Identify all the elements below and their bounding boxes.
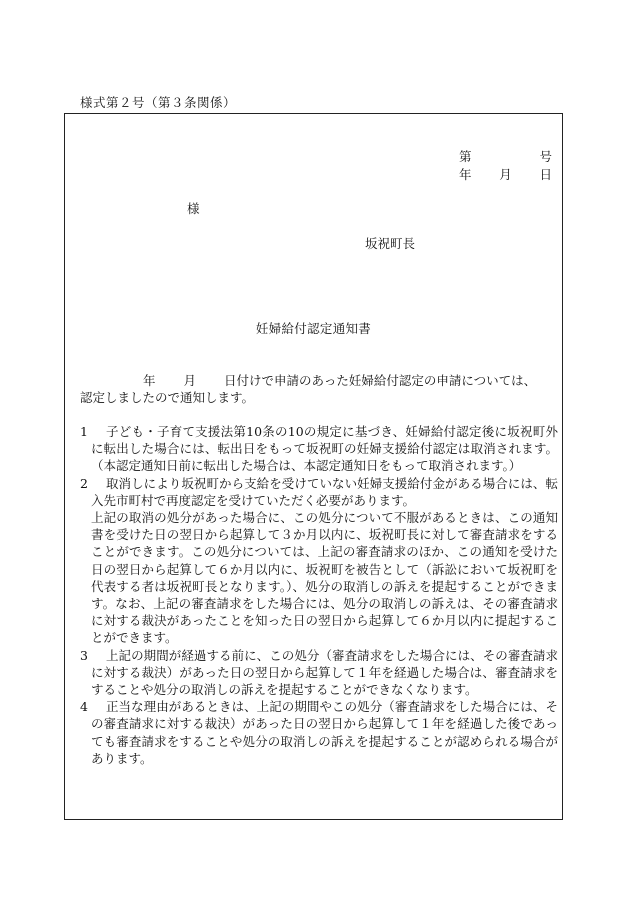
item-number: 3	[80, 647, 88, 663]
document-number	[459, 148, 552, 165]
item-number: 4	[80, 699, 88, 715]
intro-line-1	[80, 372, 557, 389]
notice-items	[80, 423, 558, 767]
notice-item	[80, 423, 558, 475]
intro-paragraph	[80, 372, 557, 406]
intro-line1-rest: 日付けで申請のあった妊婦給付認定の申請については、	[224, 373, 537, 388]
notice-item	[80, 475, 558, 647]
date-month: 月	[499, 167, 512, 182]
addressee: 様	[187, 201, 200, 216]
item-number: 1	[80, 424, 88, 439]
notice-item	[80, 698, 558, 767]
item-paragraph: 正当な理由があるときは、上記の期間やこの処分（審査請求をした場合には、その審査請求に対する裁決）があった日の翌日から起算して１年を経過した後であっても審査請求をすることや処分の取消しの訴えを提起することが認められる場合があります。	[91, 699, 558, 766]
sender: 坂祝町長	[365, 236, 416, 251]
notice-frame	[64, 113, 563, 820]
item-paragraph: 取消しにより坂祝町から支給を受けていない妊婦支援給付金がある場合には、転入先市町村で再度認定を受けていただく必要があります。	[91, 475, 558, 508]
document-title: 妊婦給付認定通知書	[255, 321, 372, 336]
form-label: 様式第２号（第３条関係）	[80, 95, 237, 110]
date-year: 年	[459, 167, 472, 182]
notice-item	[80, 647, 558, 699]
item-paragraph: 上記の取消の処分があった場合に、この処分について不服があるときは、この通知書を受けた日の翌日から起算して３か月以内に、坂祝町長に対して審査請求をすることができます。この処分については、上記の審査請求のほか、この通知を受けた日の翌日から起算して６か月以内に、坂祝町を被告として（訴訟において坂祝町を代表する者は坂祝町長となります。）、処分の取消しの訴えを提起することができます。なお、上記の審査請求をした場合には、処分の取消しの訴えは、その審査請求に対する裁決があったことを知った日の翌日から起算して６か月以内に提起することができます。	[91, 510, 558, 646]
intro-year: 年	[143, 373, 156, 388]
item-paragraph: 上記の期間が経過する前に、この処分（審査請求をした場合には、その審査請求に対する裁決）があった日の翌日から起算して１年を経過した場合は、審査請求をすることや処分の取消しの訴えを提起することができなくなります。	[91, 647, 558, 698]
number-suffix: 号	[539, 149, 552, 164]
item-number: 2	[80, 475, 88, 491]
date-day: 日	[539, 167, 552, 182]
issue-date	[459, 166, 552, 183]
number-prefix: 第	[459, 149, 472, 164]
intro-month: 月	[183, 373, 197, 388]
item-paragraph: 子ども・子育て支援法第10条の10の規定に基づき、妊婦給付認定後に坂祝町外に転出した場合には、転出日をもって坂祝町の妊婦支援給付認定は取消されます。（本認定通知日前に転出した場合は、本認定通知日をもって取消されます。）	[91, 424, 558, 474]
intro-line-2: 認定しましたので通知します。	[80, 390, 255, 405]
